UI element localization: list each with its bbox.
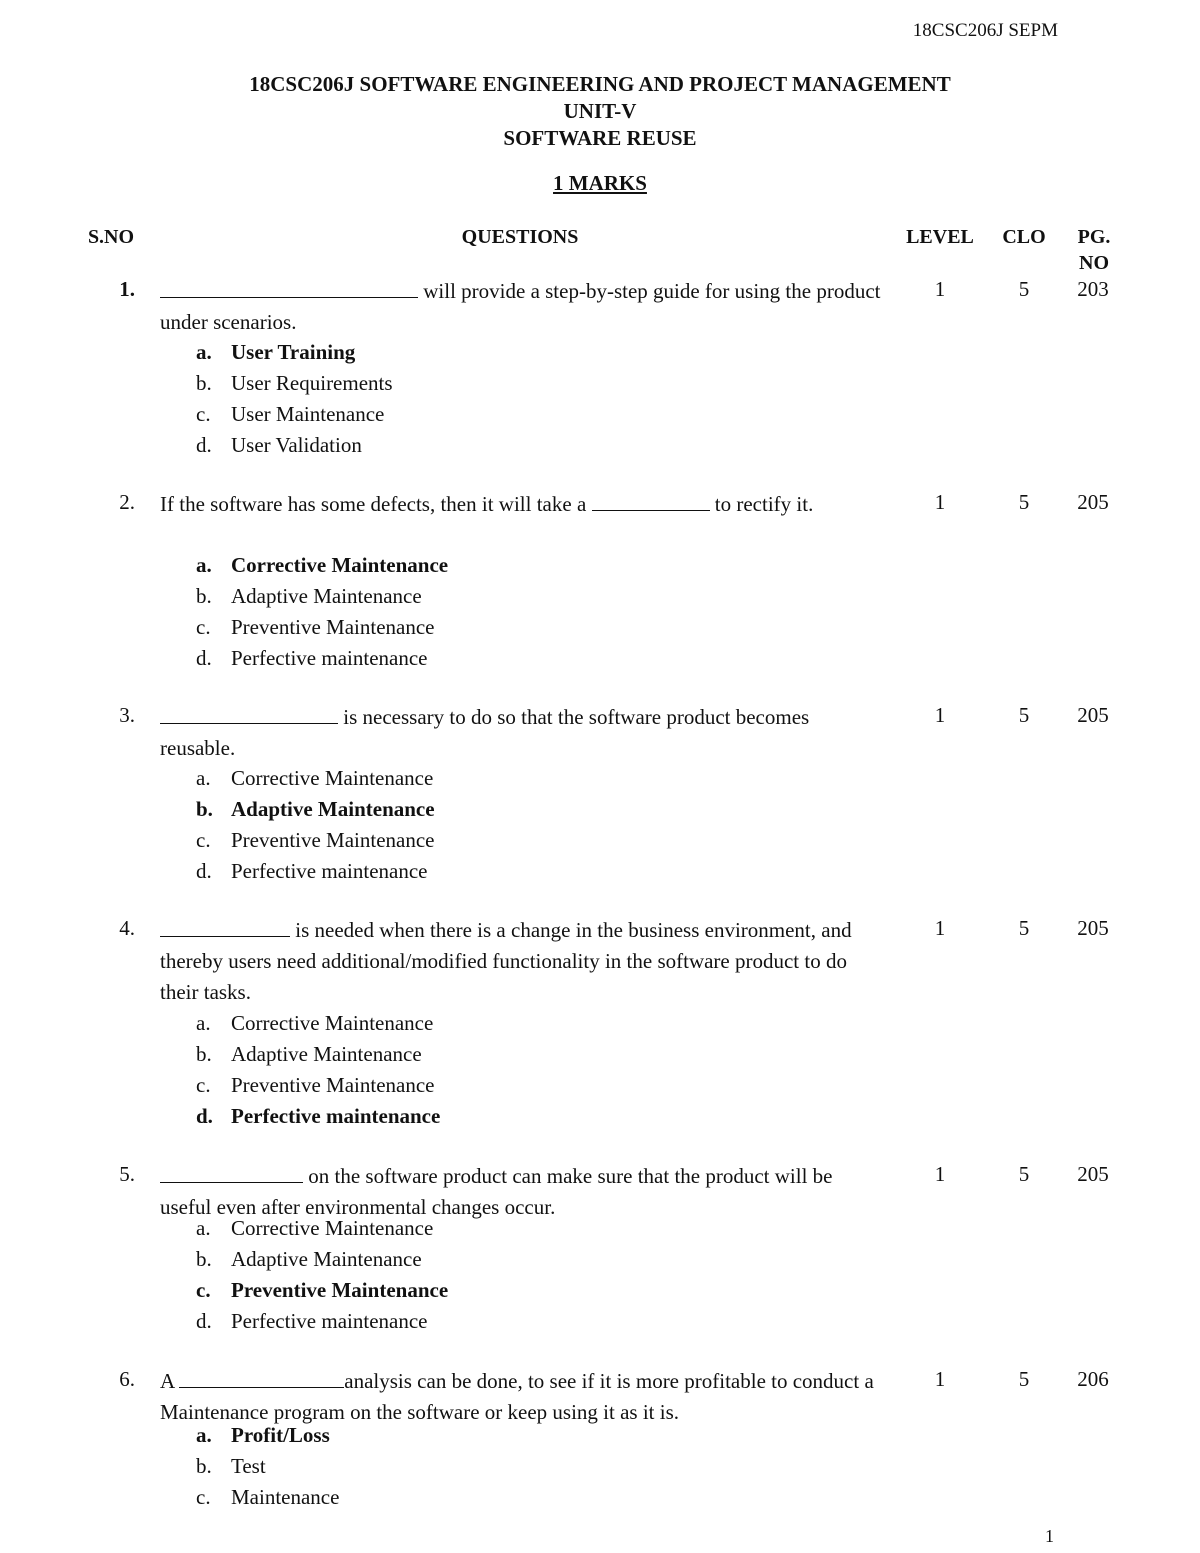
option-letter: b.	[196, 1042, 212, 1066]
unit-title: UNIT-V	[563, 99, 637, 123]
option	[196, 1245, 422, 1273]
option-letter: d.	[196, 433, 212, 457]
option-correct	[196, 338, 355, 366]
option	[196, 582, 422, 610]
question-text-before-blank: If the software has some defects, then it will take a	[160, 492, 592, 516]
option-correct	[196, 1421, 330, 1449]
topic-title: SOFTWARE REUSE	[503, 126, 697, 150]
question-text	[160, 1366, 885, 1428]
question-text-after-blank: is needed when there is a change in the business environment, and thereby users need additional/modified functionality in the software product to do their tasks.	[160, 918, 852, 1004]
option-letter: a.	[196, 553, 212, 577]
option-text: User Training	[231, 340, 356, 364]
option-letter: b.	[196, 1247, 212, 1271]
clo-value: 5	[1018, 490, 1030, 514]
option-letter: b.	[196, 371, 212, 395]
option-text: Adaptive Maintenance	[231, 797, 435, 821]
clo-value: 5	[1018, 1367, 1030, 1391]
option-text: Corrective Maintenance	[231, 553, 449, 577]
option-text: User Maintenance	[231, 402, 385, 426]
course-title: 18CSC206J SOFTWARE ENGINEERING AND PROJECT MANAGEMENT	[249, 72, 951, 96]
clo-value: 5	[1018, 277, 1030, 301]
column-header-questions: QUESTIONS	[461, 226, 579, 248]
option	[196, 764, 433, 792]
level-value: 1	[934, 1367, 946, 1391]
option-correct	[196, 1102, 440, 1130]
option-letter: d.	[196, 859, 212, 883]
column-header-level: LEVEL	[906, 226, 974, 248]
page-ref: 205	[1077, 490, 1109, 514]
option	[196, 1071, 435, 1099]
question-text-after-blank: is necessary to do so that the software product becomes reusable.	[160, 705, 810, 760]
column-header-pgno: PG. NO	[1077, 226, 1111, 274]
option-text: Corrective Maintenance	[231, 1216, 434, 1240]
option	[196, 1452, 266, 1480]
option-text: Maintenance	[231, 1485, 340, 1509]
option-text: Preventive Maintenance	[231, 828, 435, 852]
option-text: Test	[231, 1454, 266, 1478]
option-letter: c.	[196, 1278, 211, 1302]
option-correct	[196, 795, 435, 823]
page-ref: 205	[1077, 1162, 1109, 1186]
option	[196, 1009, 433, 1037]
option-letter: b.	[196, 584, 212, 608]
option-text: Perfective maintenance	[231, 1309, 428, 1333]
option-text: Perfective maintenance	[231, 859, 428, 883]
option-text: Profit/Loss	[231, 1423, 330, 1447]
option-text: Perfective maintenance	[231, 646, 428, 670]
question-number: 5.	[119, 1162, 135, 1186]
option-correct	[196, 1276, 448, 1304]
header-code: 18CSC206J SEPM	[912, 20, 1058, 41]
option	[196, 400, 384, 428]
option	[196, 613, 435, 641]
option-letter: c.	[196, 1485, 211, 1509]
level-value: 1	[934, 916, 946, 940]
option-letter: c.	[196, 615, 211, 639]
column-header-clo: CLO	[1002, 226, 1046, 248]
question-text	[160, 276, 885, 338]
option-letter: c.	[196, 1073, 211, 1097]
document-title	[0, 71, 1200, 152]
question-text-before-blank: A	[160, 1369, 180, 1393]
answer-blank	[160, 916, 290, 937]
option-text: Adaptive Maintenance	[231, 1247, 422, 1271]
answer-blank	[160, 1162, 303, 1183]
option-letter: a.	[196, 340, 212, 364]
option-text: Corrective Maintenance	[231, 766, 434, 790]
option-letter: d.	[196, 1309, 212, 1333]
page-ref: 205	[1077, 916, 1109, 940]
page-ref: 206	[1077, 1367, 1109, 1391]
option-letter: d.	[196, 1104, 213, 1128]
question-text-after-blank: to rectify it.	[709, 492, 814, 516]
option-text: Adaptive Maintenance	[231, 584, 422, 608]
answer-blank	[160, 703, 338, 724]
option	[196, 1483, 339, 1511]
answer-blank	[179, 1367, 344, 1388]
option	[196, 826, 435, 854]
option	[196, 857, 427, 885]
option-letter: b.	[196, 1454, 212, 1478]
question-text	[160, 702, 885, 764]
question-text-after-blank: on the software product can make sure that the product will be useful even after environmental changes occur.	[160, 1164, 833, 1219]
option-letter: c.	[196, 402, 211, 426]
option-letter: a.	[196, 1216, 211, 1240]
option-text: Preventive Maintenance	[231, 615, 435, 639]
answer-blank	[592, 490, 710, 511]
option-letter: a.	[196, 1011, 211, 1035]
option	[196, 1214, 433, 1242]
page-number: 1	[1045, 1526, 1054, 1546]
clo-value: 5	[1018, 1162, 1030, 1186]
option-text: Adaptive Maintenance	[231, 1042, 422, 1066]
section-heading: 1 MARKS	[553, 171, 647, 195]
answer-blank	[160, 277, 418, 298]
option-text: User Validation	[231, 433, 362, 457]
option-text: Perfective maintenance	[231, 1104, 441, 1128]
option	[196, 1040, 422, 1068]
page-ref: 203	[1077, 277, 1109, 301]
question-number: 1.	[119, 277, 135, 301]
question-number: 6.	[119, 1367, 135, 1391]
option-text: User Requirements	[231, 371, 393, 395]
option-text: Preventive Maintenance	[231, 1073, 435, 1097]
option	[196, 369, 393, 397]
option-letter: c.	[196, 828, 211, 852]
option	[196, 1307, 427, 1335]
page-ref: 205	[1077, 703, 1109, 727]
option-letter: a.	[196, 1423, 212, 1447]
question-number: 4.	[119, 916, 135, 940]
option	[196, 644, 427, 672]
question-text	[160, 489, 885, 520]
option-letter: d.	[196, 646, 212, 670]
question-text	[160, 915, 885, 1008]
column-header-sno: S.NO	[87, 226, 135, 248]
question-number: 3.	[119, 703, 135, 727]
option-letter: b.	[196, 797, 213, 821]
option-letter: a.	[196, 766, 211, 790]
level-value: 1	[934, 703, 946, 727]
option-correct	[196, 551, 448, 579]
level-value: 1	[934, 490, 946, 514]
question-text-after-blank: analysis can be done, to see if it is more profitable to conduct a Maintenance program on the software or keep using it as it is.	[160, 1369, 874, 1424]
level-value: 1	[934, 1162, 946, 1186]
question-text-after-blank: will provide a step-by-step guide for using the product under scenarios.	[160, 279, 881, 334]
question-number: 2.	[119, 490, 135, 514]
option	[196, 431, 362, 459]
level-value: 1	[934, 277, 946, 301]
option-text: Corrective Maintenance	[231, 1011, 434, 1035]
option-text: Preventive Maintenance	[231, 1278, 449, 1302]
clo-value: 5	[1018, 916, 1030, 940]
clo-value: 5	[1018, 703, 1030, 727]
